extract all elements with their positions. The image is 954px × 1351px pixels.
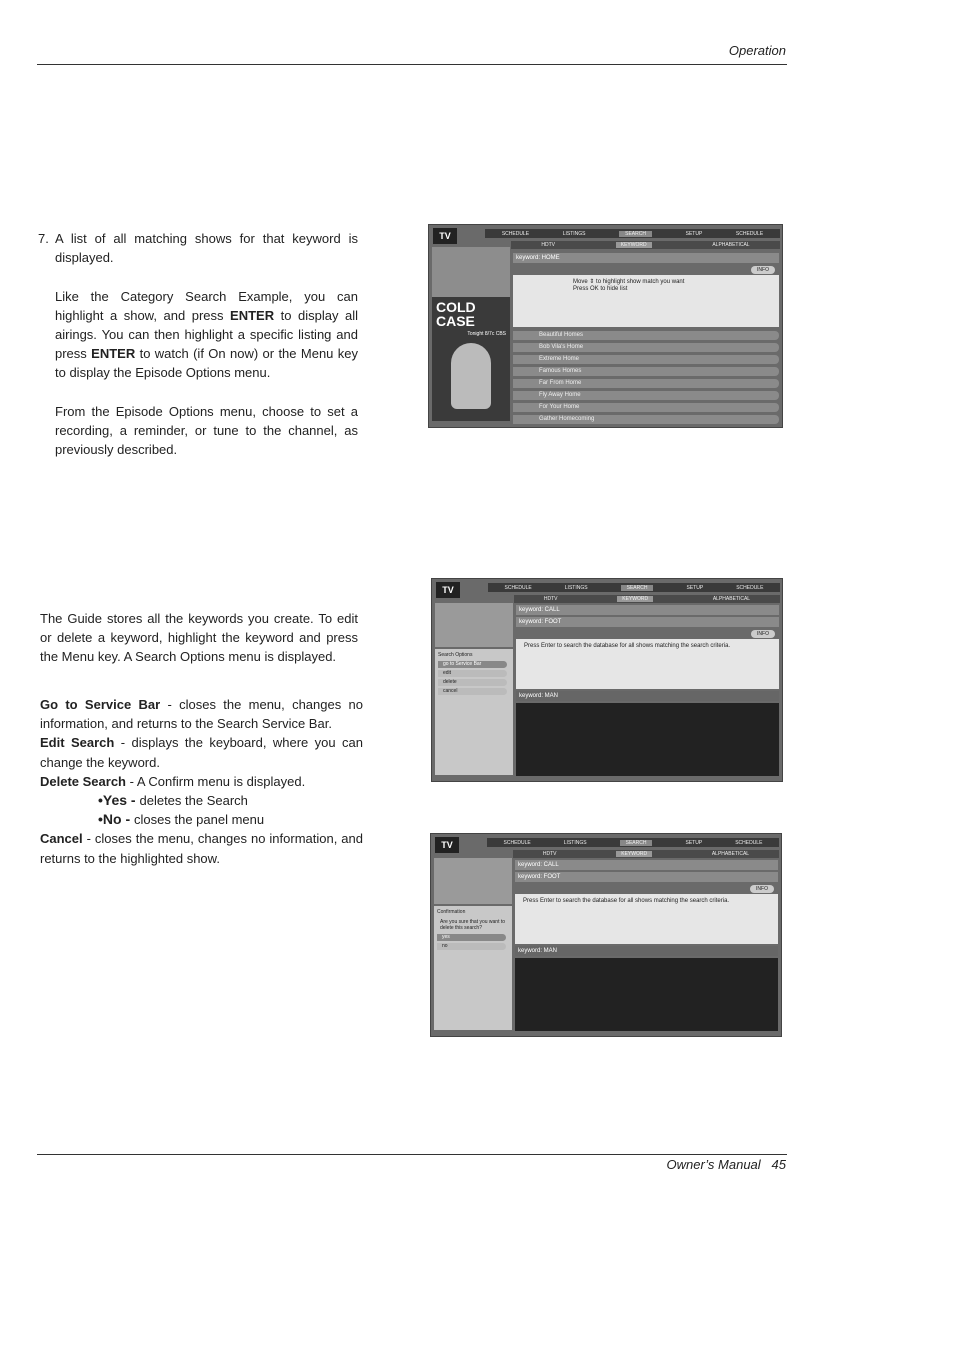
promo-photo — [434, 858, 512, 904]
top-nav — [485, 229, 780, 238]
sub-nav — [513, 850, 779, 858]
sub-nav — [514, 595, 780, 603]
empty-pane — [515, 958, 778, 1031]
top-nav — [487, 838, 779, 847]
step-7-para2: Like the Category Search Example, you can highlight a show, and press ENTER to display all airings. You can then highlight a specific listing and press ENTER to watch (if On now) or the Menu key to display the Episode Options menu. — [55, 288, 358, 381]
promo-panel — [432, 297, 510, 421]
screenshot-search-options — [431, 578, 783, 782]
option-edit-search: Edit Search - displays the keyboard, where you can change the keyword. — [40, 735, 363, 770]
nav-item: SCHEDULE — [735, 839, 763, 846]
search-options-list — [40, 695, 363, 868]
page-number: 45 — [771, 1157, 786, 1172]
subnav-item: HDTV — [542, 851, 557, 857]
result-item: Extreme Home — [513, 355, 779, 364]
result-item: Gather Homecoming — [513, 415, 779, 424]
top-nav — [488, 583, 780, 592]
result-item: Beautiful Homes — [513, 331, 779, 340]
step-number: 7. — [38, 231, 49, 246]
message-box: Press Enter to search the database for all shows matching the search criteria. — [516, 639, 779, 689]
step-7-line1: A list of all matching shows for that keyword is displayed. — [55, 231, 358, 266]
menu-item-yes: yes — [437, 934, 506, 941]
promo-subtitle: Tonight 8/7c CBS — [467, 331, 506, 337]
keywords-pane — [515, 860, 778, 1031]
menu-title: Confirmation — [437, 909, 466, 915]
result-item: Bob Vila's Home — [513, 343, 779, 352]
promo-portrait — [451, 343, 491, 409]
subnav-item: KEYWORD — [616, 242, 652, 248]
tv-guide-logo: TV — [433, 228, 457, 244]
subnav-item: ALPHABETICAL — [712, 596, 751, 602]
header-rule — [37, 64, 787, 65]
subnav-item: HDTV — [543, 596, 558, 602]
empty-pane — [516, 703, 779, 776]
step-7-para3: From the Episode Options menu, choose to set a recording, a reminder, or tune to the channel, as previously described. — [55, 403, 358, 458]
menu-question: Are you sure that you want to delete this search? — [440, 919, 506, 931]
subnav-item: HDTV — [541, 242, 555, 248]
nav-item: SEARCH — [621, 585, 654, 591]
footer-rule — [37, 1154, 787, 1155]
menu-item-cancel: cancel — [438, 688, 507, 695]
promo-photo — [435, 603, 513, 647]
option-yes: •Yes - deletes the Search — [98, 792, 248, 809]
tv-guide-logo: TV — [436, 582, 460, 598]
menu-title: Search Options — [438, 652, 473, 658]
info-icon: INFO — [751, 630, 775, 638]
nav-item: LISTINGS — [564, 584, 588, 591]
message-box — [513, 275, 779, 327]
nav-item: SCHEDULE — [736, 584, 764, 591]
keyword-item: keyword: MAN — [516, 691, 779, 701]
menu-item-delete: delete — [438, 679, 507, 686]
page-footer: Owner’s Manual 45 — [666, 1157, 786, 1172]
screenshot-confirmation — [430, 833, 782, 1037]
keyword-field: keyword: HOME — [513, 253, 779, 263]
info-icon: INFO — [750, 885, 774, 893]
message-box: Press Enter to search the database for all shows matching the search criteria. — [515, 894, 778, 944]
menu-item-edit: edit — [438, 670, 507, 677]
result-item: Far From Home — [513, 379, 779, 388]
keyword-item: keyword: FOOT — [516, 617, 779, 627]
option-delete-search: Delete Search - A Confirm menu is displayed. — [40, 773, 306, 789]
confirmation-menu — [434, 906, 512, 1030]
nav-item: SCHEDULE — [503, 839, 531, 846]
keyword-item: keyword: FOOT — [515, 872, 778, 882]
subnav-item: ALPHABETICAL — [711, 851, 750, 857]
message-line: Move ⇕ to highlight show match you want — [573, 279, 685, 285]
nav-item: SEARCH — [619, 231, 652, 237]
search-options-menu — [435, 649, 513, 775]
menu-item-go-to-service-bar: go to Service Bar — [438, 661, 507, 668]
option-go-to-service-bar: Go to Service Bar - closes the menu, changes no information, and returns to the Search Service Bar. — [40, 697, 363, 732]
keyword-item: keyword: CALL — [515, 860, 778, 870]
subnav-item: KEYWORD — [616, 851, 652, 857]
option-cancel: Cancel - closes the menu, changes no information, and returns to the highlighted show. — [40, 831, 363, 866]
result-item: Famous Homes — [513, 367, 779, 376]
nav-item: SETUP — [686, 584, 704, 591]
sub-nav — [511, 241, 780, 249]
subnav-item: ALPHABETICAL — [712, 242, 750, 248]
tv-guide-logo: TV — [435, 837, 459, 853]
nav-item: SCHEDULE — [504, 584, 532, 591]
subnav-item: KEYWORD — [617, 596, 653, 602]
promo-title: COLD CASE — [436, 299, 476, 329]
info-icon: INFO — [751, 266, 775, 274]
result-item: For Your Home — [513, 403, 779, 412]
nav-item: LISTINGS — [562, 230, 586, 237]
screenshot-keyword-results — [428, 224, 783, 428]
option-no: •No - closes the panel menu — [98, 811, 265, 828]
keywords-pane — [516, 605, 779, 776]
keywords-intro: The Guide stores all the keywords you create. To edit or delete a keyword, highlight the keyword and press the Menu key. A Search Options menu is displayed. — [40, 611, 358, 665]
nav-item: SETUP — [685, 839, 703, 846]
nav-item: SETUP — [685, 230, 703, 237]
keyword-item: keyword: CALL — [516, 605, 779, 615]
results-pane — [513, 253, 779, 427]
keyword-item: keyword: MAN — [515, 946, 778, 956]
nav-item: SCHEDULE — [735, 230, 764, 237]
nav-item: SCHEDULE — [501, 230, 530, 237]
menu-item-no: no — [437, 943, 506, 950]
nav-item: SEARCH — [620, 840, 653, 846]
section-title: Operation — [728, 43, 786, 58]
promo-photo — [432, 247, 510, 297]
result-item: Fly Away Home — [513, 391, 779, 400]
message-line: Press OK to hide list — [573, 286, 628, 292]
nav-item: LISTINGS — [563, 839, 587, 846]
step-7 — [38, 229, 358, 479]
